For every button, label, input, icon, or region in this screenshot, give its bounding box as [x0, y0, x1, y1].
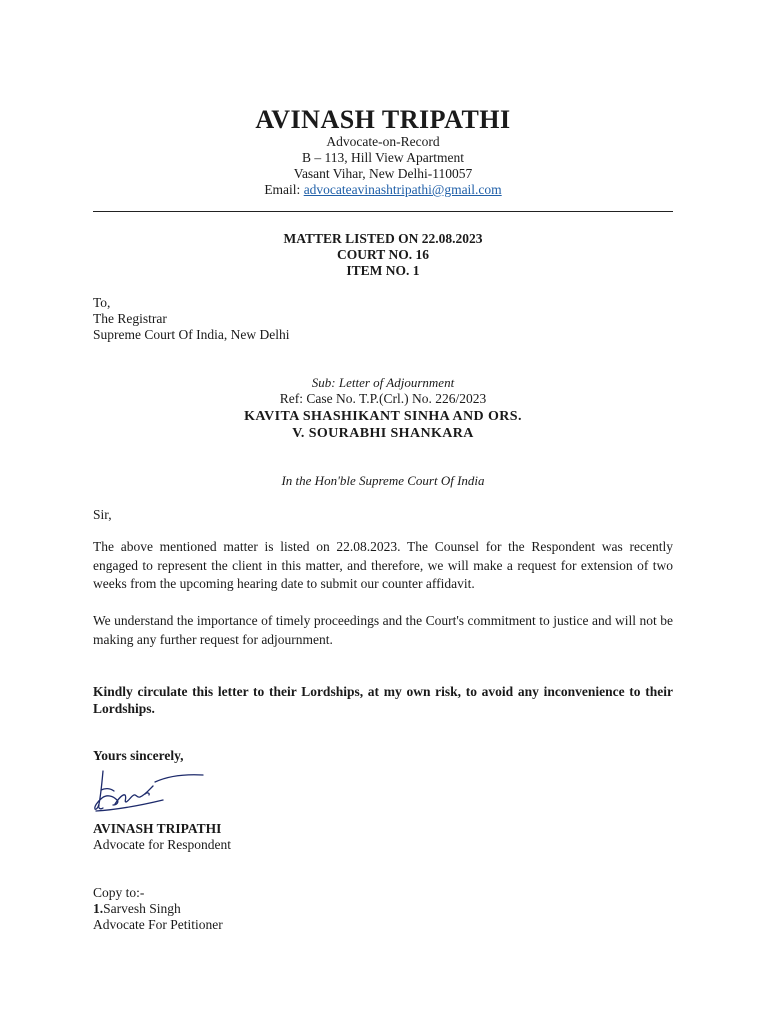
case-reference: Ref: Case No. T.P.(Crl.) No. 226/2023 [279, 391, 487, 406]
email-link[interactable]: advocateavinashtripathi@gmail.com [303, 182, 502, 197]
copy-recipient-name: Sarvesh Singh [103, 901, 181, 916]
body-paragraph-2: We understand the importance of timely proceedings and the Court's commitment to justice and will not be making any further request for adjournment. [93, 613, 673, 647]
copy-to-label: Copy to:- [93, 885, 145, 900]
email-line [93, 182, 673, 198]
signer-name: AVINASH TRIPATHI [93, 821, 222, 836]
email-label: Email: [264, 182, 304, 197]
closing-phrase: Yours sincerely, [93, 748, 184, 763]
matter-listed-date: MATTER LISTED ON 22.08.2023 [283, 231, 483, 246]
address-line-1: B – 113, Hill View Apartment [302, 150, 464, 165]
item-number: ITEM NO. 1 [346, 263, 420, 278]
court-line: In the Hon'ble Supreme Court Of India [281, 473, 485, 488]
header-divider [93, 211, 673, 212]
recipient-to: To, [93, 295, 111, 310]
salutation: Sir, [93, 507, 112, 522]
petitioner-party: KAVITA SHASHIKANT SINHA AND ORS. [244, 409, 522, 424]
copy-recipient-number: 1. [93, 901, 104, 916]
advocate-role: Advocate-on-Record [326, 134, 440, 149]
copy-recipient-role: Advocate For Petitioner [93, 917, 223, 932]
respondent-party: V. SOURABHI SHANKARA [292, 426, 474, 441]
signer-role: Advocate for Respondent [93, 837, 231, 852]
recipient-institution: Supreme Court Of India, New Delhi [93, 327, 290, 342]
circulation-request: Kindly circulate this letter to their Lordships, at my own risk, to avoid any inconvenience to their Lordships. [93, 684, 673, 716]
subject-line: Sub: Letter of Adjournment [311, 375, 455, 390]
handwritten-signature-icon [93, 764, 205, 820]
recipient-title: The Registrar [93, 311, 167, 326]
body-paragraph-1: The above mentioned matter is listed on 22.08.2023. The Counsel for the Respondent was recently engaged to represent the client in this matter, and therefore, we will make a request for extension of two weeks from the upcoming hearing date to submit our counter affidavit. [93, 539, 673, 591]
copy-recipient [93, 901, 673, 917]
address-line-2: Vasant Vihar, New Delhi-110057 [293, 166, 473, 181]
advocate-name-heading: AVINASH TRIPATHI [255, 105, 511, 134]
court-number: COURT NO. 16 [337, 247, 429, 262]
